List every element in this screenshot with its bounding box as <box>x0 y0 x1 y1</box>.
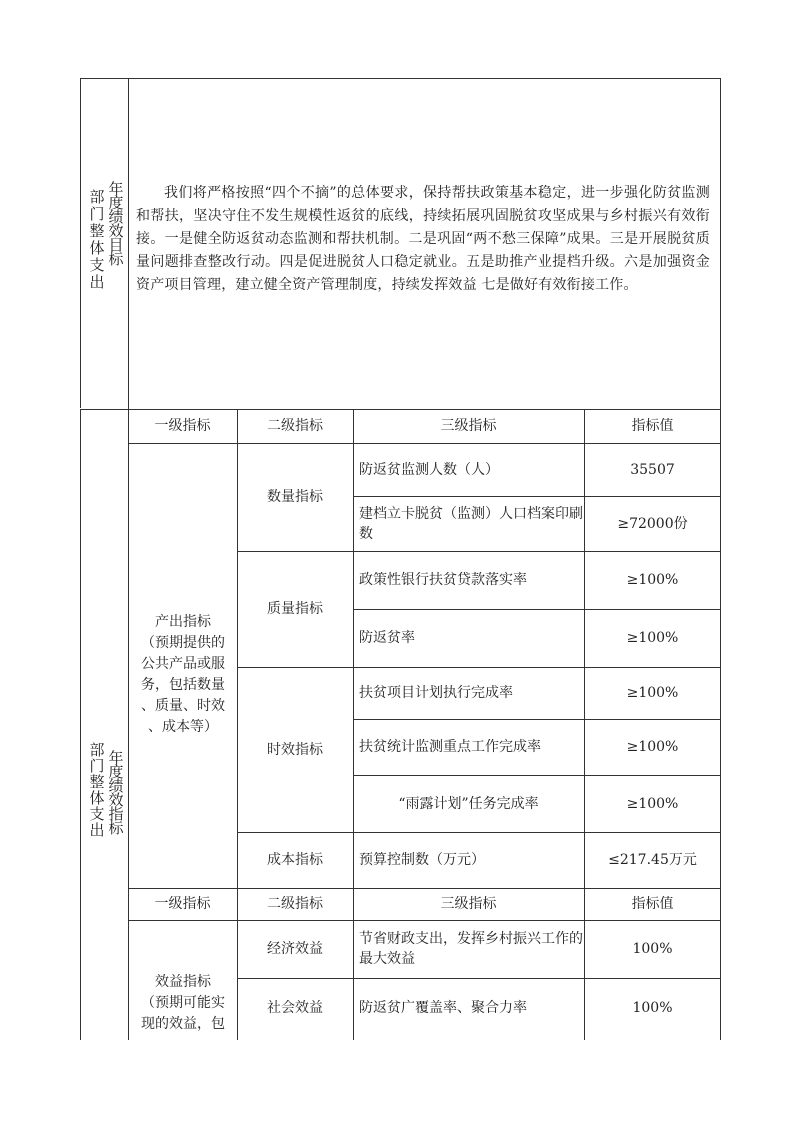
indicator-cell: 防返贫广覆盖率、聚合力率 <box>359 1000 527 1016</box>
value-cell: ≤217.45万元 <box>608 852 697 868</box>
header-level1-repeat: 一级指标 <box>154 896 211 912</box>
value-cell: ≥100% <box>626 630 679 646</box>
group-social: 社会效益 <box>267 1000 323 1016</box>
benefit-indicator-label: 效益指标 （预期可能实 现的效益，包 <box>141 974 225 1032</box>
indicator-side-label-col2: 年度绩效指标 <box>106 750 125 834</box>
header-level3-repeat: 三级指标 <box>440 896 497 912</box>
indicator-side-label-col1: 部门整体支出 <box>87 742 106 838</box>
indicator-cell: 政策性银行扶贫贷款落实率 <box>359 572 527 588</box>
indicator-cell: 防返贫率 <box>359 630 415 646</box>
value-cell: ≥100% <box>626 572 679 588</box>
indicator-cell: 预算控制数（万元） <box>359 852 485 868</box>
group-cost: 成本指标 <box>267 852 323 868</box>
goal-paragraph: 我们将严格按照“四个不摘”的总体要求，保持帮扶政策基本稳定，进一步强化防贫监测和帮扶，坚决守住不发生规模性返贫的底线，持续拓展巩固脱贫攻坚成果与乡村振兴有效衔接。一是健全防返贫动态监测和帮扶机制。二是巩固“两不愁三保障”成果。三是开展脱贫质量问题排查整改行动。四是促进脱贫人口稳定就业。五是助推产业提档升级。六是加强资金资产项目管理，建立健全资产管理制度，持续发挥效益 七是做好有效衔接工作。 <box>136 185 710 293</box>
indicator-cell: 扶贫统计监测重点工作完成率 <box>359 739 541 755</box>
value-cell: 35507 <box>630 461 675 478</box>
header-level3: 三级指标 <box>440 418 497 434</box>
header-value: 指标值 <box>631 418 674 434</box>
goal-side-label-col2: 年度绩效目标 <box>106 181 125 265</box>
value-cell: 100% <box>632 941 673 957</box>
output-indicator-label: 产出指标 （预期提供的 公共产品或服 务，包括数量 、质量、时效 、成本等） <box>141 614 225 735</box>
indicator-cell: 节省财政支出，发挥乡村振兴工作的最大效益 <box>359 931 583 967</box>
group-quantity: 数量指标 <box>267 489 323 505</box>
group-quality: 质量指标 <box>267 601 323 617</box>
header-level1: 一级指标 <box>154 418 211 434</box>
value-cell: ≥72000份 <box>617 515 688 532</box>
group-timeliness: 时效指标 <box>267 741 323 758</box>
indicator-cell: 扶贫项目计划执行完成率 <box>359 685 513 701</box>
goal-side-label-col1: 部门整体支出 <box>87 189 106 291</box>
indicator-cell: 防返贫监测人数（人） <box>359 461 499 478</box>
header-level2-repeat: 二级指标 <box>267 896 323 912</box>
header-level2: 二级指标 <box>267 418 323 434</box>
value-cell: ≥100% <box>626 795 679 812</box>
header-value-repeat: 指标值 <box>631 896 674 912</box>
value-cell: ≥100% <box>626 685 679 701</box>
group-economic: 经济效益 <box>267 941 323 957</box>
indicator-cell: “雨露计划”任务完成率 <box>398 795 539 812</box>
value-cell: 100% <box>632 1000 673 1016</box>
value-cell: ≥100% <box>626 739 679 755</box>
indicator-cell: 建档立卡脱贫（监测）人口档案印刷数 <box>359 505 583 542</box>
